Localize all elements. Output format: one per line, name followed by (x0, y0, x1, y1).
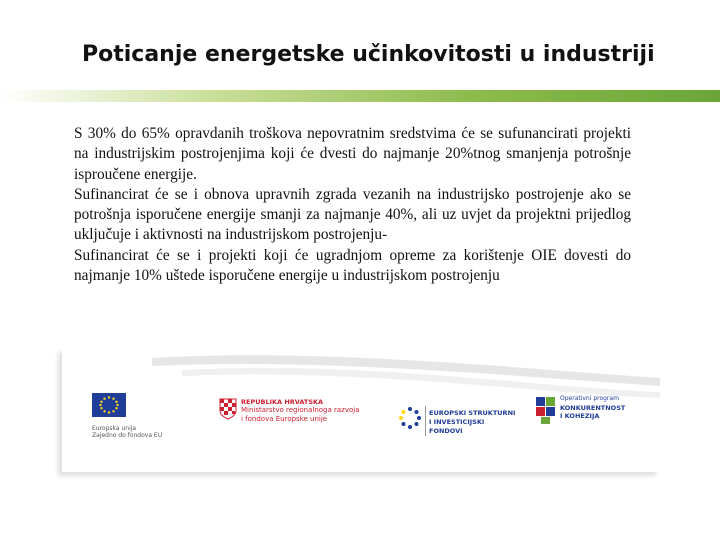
ministry-logo (219, 398, 379, 424)
ministry-logo-line1: REPUBLIKA HRVATSKA (241, 398, 324, 406)
eu-logo-line1: Europska unija (92, 425, 137, 432)
ministry-logo-line3: i fondova Europske unije (241, 415, 328, 423)
eu-flag-icon (92, 393, 126, 417)
esi-stars-icon (398, 406, 422, 430)
title-divider (0, 90, 720, 102)
paragraph: Sufinancirat će se i obnova upravnih zgrada vezanih na industrijsko postrojenje ako se potrošnja isporučene energije smanji za najmanje 40%, ali uz uvjet da projektni prijedlog uključuje i aktivnosti na industrijskom postrojenju- (74, 185, 631, 244)
ministry-logo-line2: Ministarstvo regionalnoga razvoja (241, 406, 360, 414)
esi-funds-logo (398, 406, 518, 436)
op-logo-line2: KONKURENTNOST (560, 403, 626, 412)
op-logo-line3: I KOHEZIJA (560, 412, 600, 420)
paragraph: S 30% do 65% opravdanih troškova nepovratnim sredstvima će se sufunancirati projekti na industrijskim postrojenjima koji će dvesti do najmanje 20%tnog smanjenja potrošnje isproučene energije. (74, 125, 631, 183)
funding-logos-banner (62, 348, 660, 472)
eu-logo (92, 393, 172, 439)
page-title: Poticanje energetske učinkovitosti u industriji (82, 42, 655, 67)
operational-programme-logo (535, 395, 645, 425)
eu-logo-line2: Zajedno do fondova EU (92, 432, 163, 439)
body-text (74, 124, 631, 286)
croatian-coat-of-arms-icon (219, 398, 237, 420)
esi-logo-line2: I INVESTICIJSKI FONDOVI (429, 418, 485, 435)
op-logo-line1: Operativni program (560, 395, 619, 402)
op-squares-icon (535, 395, 557, 425)
esi-logo-line1: EUROPSKI STRUKTURNI (429, 409, 516, 417)
paragraph: Sufinancirat će se i projekti koji će ugradnjom opreme za korištenje OIE dovesti do najmanje 10% uštede isporučene energije u industrijskom postrojenju (74, 246, 631, 285)
